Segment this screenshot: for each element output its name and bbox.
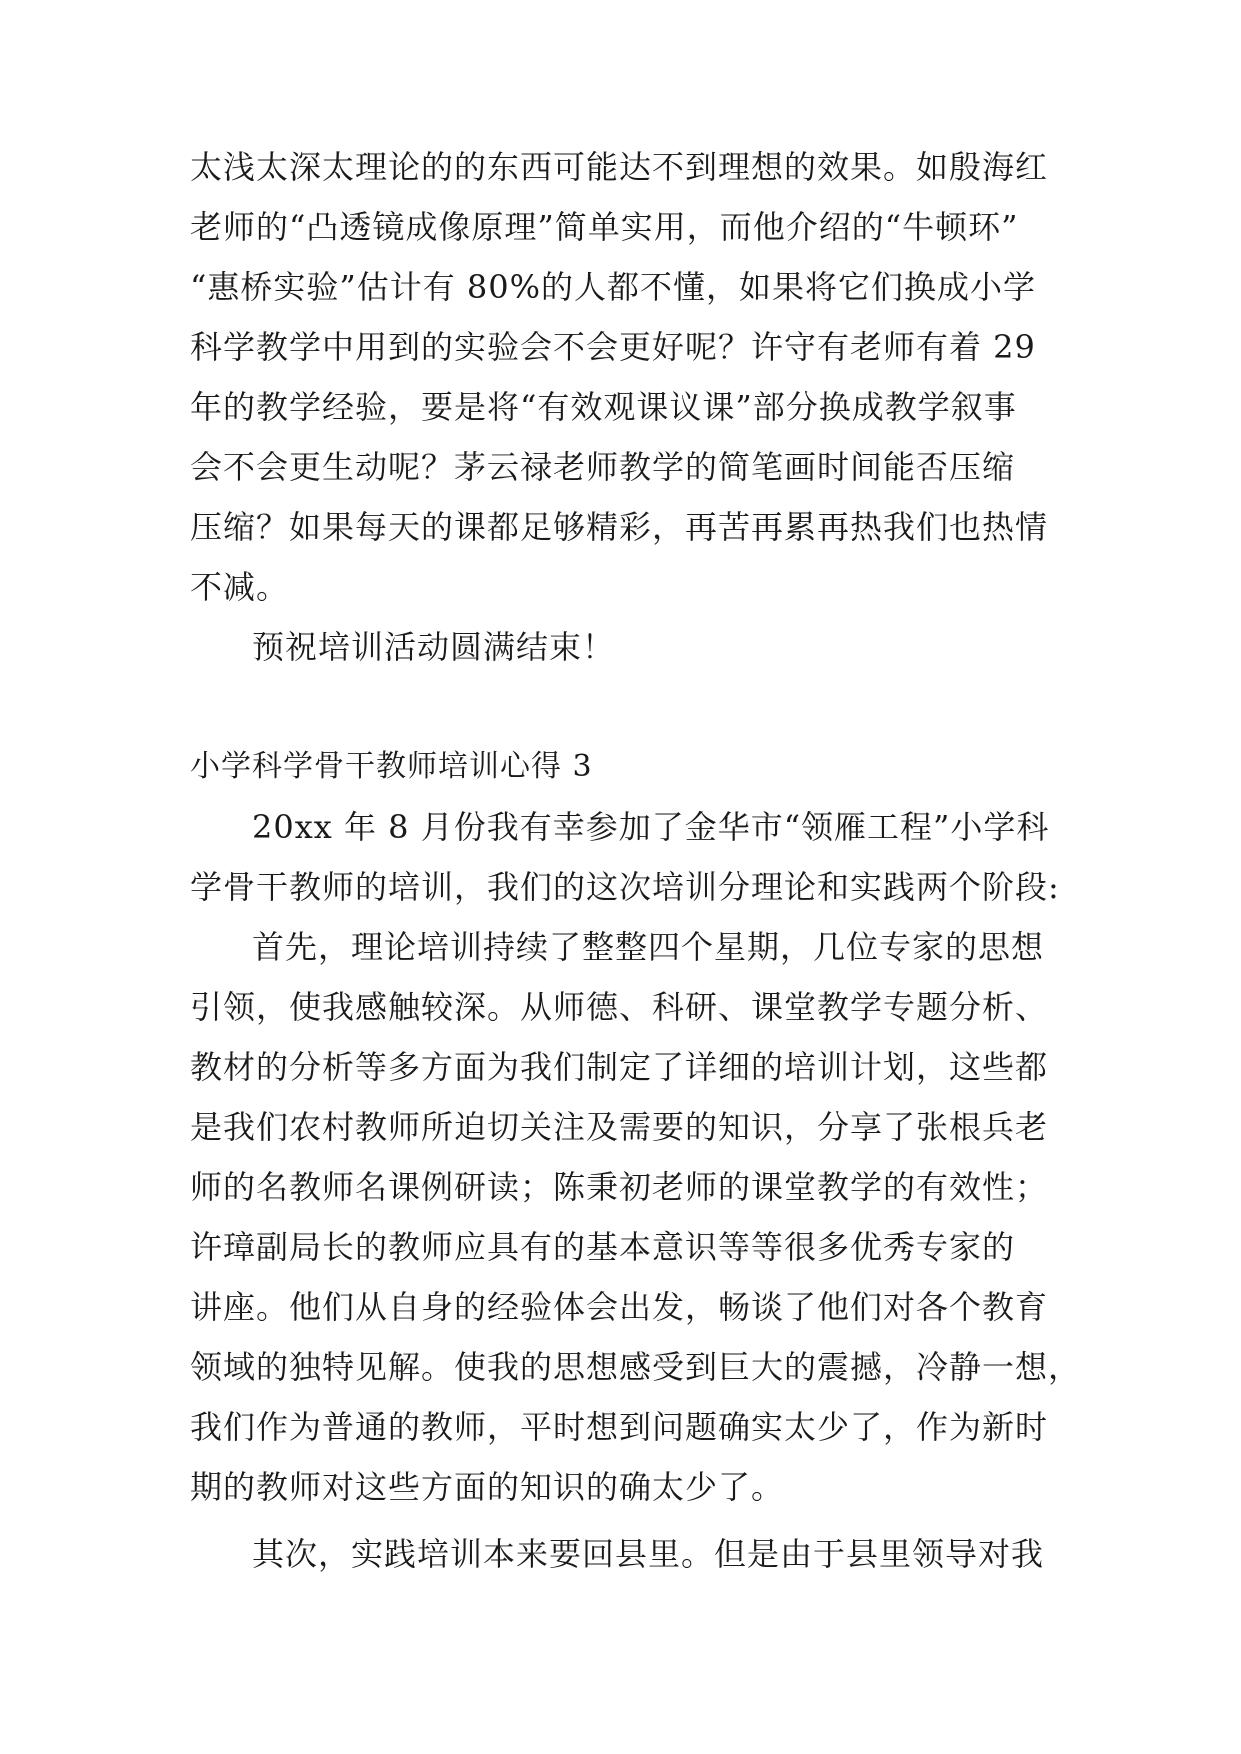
paragraph-line: 不减。 xyxy=(190,568,290,606)
paragraph-line: 年的教学经验，要是将“有效观课议课”部分换成教学叙事 xyxy=(190,388,1017,426)
paragraph-line: 老师的“凸透镜成像原理”简单实用，而他介绍的“牛顿环” xyxy=(190,208,1019,246)
closing-line: 预祝培训活动圆满结束！ xyxy=(252,628,616,666)
paragraph-line: 期的教师对这些方面的知识的确太少了。 xyxy=(190,1468,785,1506)
paragraph-line: “惠桥实验”估计有 80%的人都不懂，如果将它们换成小学 xyxy=(190,268,1037,306)
paragraph-line: 师的名教师名课例研读；陈秉初老师的课堂教学的有效性； xyxy=(190,1168,1049,1206)
paragraph-line: 首先，理论培训持续了整整四个星期，几位专家的思想 xyxy=(252,928,1045,966)
paragraph-line: 教材的分析等多方面为我们制定了详细的培训计划，这些都 xyxy=(190,1048,1049,1086)
document-body xyxy=(190,0,1082,1754)
paragraph-line: 领域的独特见解。使我的思想感受到巨大的震撼，冷静一想， xyxy=(190,1348,1082,1386)
paragraph-line: 许璋副局长的教师应具有的基本意识等等很多优秀专家的 xyxy=(190,1228,1016,1266)
paragraph-line: 是我们农村教师所迫切关注及需要的知识，分享了张根兵老 xyxy=(190,1108,1049,1146)
paragraph-line: 会不会更生动呢？茅云禄老师教学的简笔画时间能否压缩 xyxy=(190,448,1016,486)
paragraph-line: 讲座。他们从自身的经验体会出发，畅谈了他们对各个教育 xyxy=(190,1288,1049,1326)
paragraph-line: 压缩？如果每天的课都足够精彩，再苦再累再热我们也热情 xyxy=(190,508,1049,546)
paragraph-line: 引领，使我感触较深。从师德、科研、课堂教学专题分析、 xyxy=(190,988,1049,1026)
paragraph-line: 我们作为普通的教师，平时想到问题确实太少了，作为新时 xyxy=(190,1408,1049,1446)
paragraph-line: 20xx 年 8 月份我有幸参加了金华市“领雁工程”小学科 xyxy=(252,808,1050,846)
section-title: 小学科学骨干教师培训心得 3 xyxy=(190,749,593,784)
paragraph-line: 学骨干教师的培训，我们的这次培训分理论和实践两个阶段: xyxy=(190,868,1060,906)
paragraph-line: 其次，实践培训本来要回县里。但是由于县里领导对我 xyxy=(252,1535,1045,1573)
paragraph-line: 科学教学中用到的实验会不会更好呢？许守有老师有着 29 xyxy=(190,328,1036,366)
paragraph-line: 太浅太深太理论的的东西可能达不到理想的效果。如殷海红 xyxy=(190,148,1049,186)
